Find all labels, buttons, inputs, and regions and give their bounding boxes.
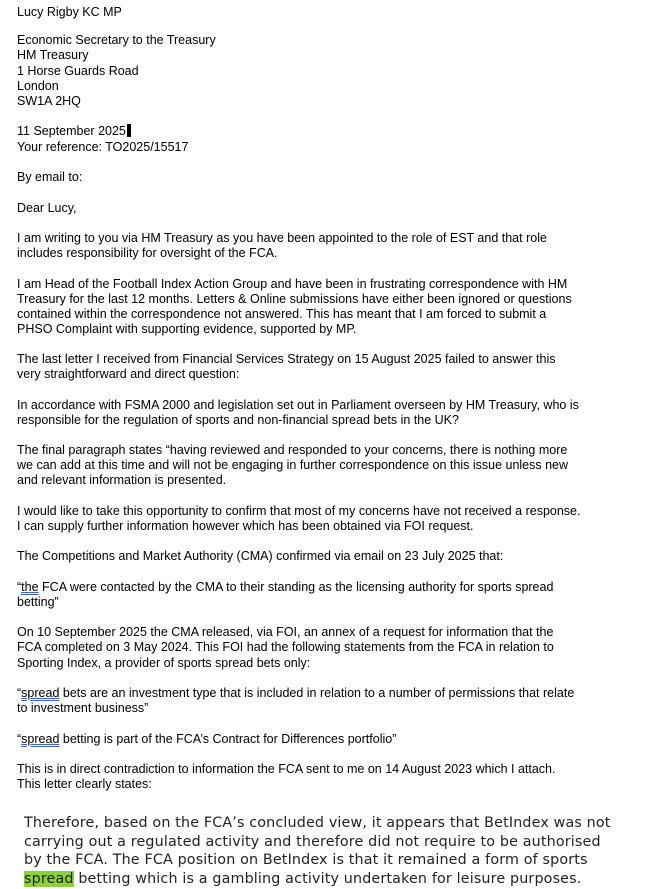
fca-quote-line: [17, 732, 396, 747]
para8-line: On 10 September 2025 the CMA released, via FOI, an annex of a request for information that the: [17, 625, 554, 639]
quote-open: “: [17, 686, 22, 700]
cma-quote-line: betting”: [17, 595, 59, 609]
highlighted-word: spread: [24, 870, 74, 887]
by-email: By email to:: [17, 170, 83, 184]
para1-line: I am writing to you via HM Treasury as you have been appointed to the role of EST and that role: [17, 231, 547, 245]
quote-rest: bets are an investment type that is included in relation to a number of permissions that relate: [59, 686, 575, 700]
para7-line: The Competitions and Market Authority (CMA) confirmed via email on 23 July 2025 that:: [17, 549, 504, 563]
para1-line: includes responsibility for oversight of the FCA.: [17, 246, 278, 260]
salutation: Dear Lucy,: [17, 201, 77, 215]
para9-line: This is in direct contradiction to information the FCA sent to me on 14 August 2023 which I attach.: [17, 762, 556, 776]
question-line: responsible for the regulation of sports and non-financial spread bets in the UK?: [17, 413, 459, 427]
para2-line: PHSO Complaint with supporting evidence, supported by MP.: [17, 322, 357, 336]
recipient-role: Economic Secretary to the Treasury: [17, 33, 216, 47]
para2-line: I am Head of the Football Index Action Group and have been in frustrating correspondence with HM: [17, 277, 568, 291]
quote-rest: FCA were contacted by the CMA to their standing as the licensing authority for sports spread: [38, 580, 554, 594]
para2-line: contained within the correspondence not answered. This has meant that I am forced to submit a: [17, 307, 547, 321]
recipient-street: 1 Horse Guards Road: [17, 64, 139, 78]
reference: Your reference: TO2025/15517: [17, 140, 189, 154]
spell-flag-word[interactable]: spread: [21, 732, 60, 746]
recipient-city: London: [17, 79, 59, 93]
para3-line: very straightforward and direct question:: [17, 367, 240, 381]
para5-line: and relevant information is presented.: [17, 473, 227, 487]
para6-line: I would like to take this opportunity to confirm that most of my concerns have not received a response.: [17, 504, 581, 518]
excerpt-line: by the FCA. The FCA position on BetIndex is that it remained a form of sports: [24, 852, 588, 868]
fca-letter-excerpt: [24, 814, 624, 888]
excerpt-line: carrying out a regulated activity and therefore did not require to be authorised: [24, 833, 601, 850]
para8-line: Sporting Index, a provider of sports spread bets only:: [17, 656, 311, 670]
spell-flag-word[interactable]: the: [21, 580, 39, 594]
para9-line: This letter clearly states:: [17, 777, 152, 791]
quote-open: “: [17, 580, 22, 594]
para5-line: The final paragraph states “having reviewed and responded to your concerns, there is nothing more: [17, 443, 568, 457]
para8-line: FCA completed on 3 May 2024. This FOI had the following statements from the FCA in relation to: [17, 640, 554, 654]
quote-rest: betting is part of the FCA’s Contract for Differences portfolio”: [59, 732, 397, 746]
recipient-org: HM Treasury: [17, 48, 89, 62]
question-line: In accordance with FSMA 2000 and legislation set out in Parliament overseen by HM Treasury, who is: [17, 398, 579, 412]
para6-line: I can supply further information however which has been obtained via FOI request.: [17, 519, 474, 533]
para5-line: we can add at this time and will not be engaging in further correspondence on this issue unless new: [17, 458, 569, 472]
excerpt-line: [24, 870, 624, 889]
fca-quote-line: to investment business”: [17, 701, 149, 715]
sender-name: Lucy Rigby KC MP: [17, 5, 122, 19]
quote-open: “: [17, 732, 22, 746]
para2-line: Treasury for the last 12 months. Letters & Online submissions have either been ignored or questions: [17, 292, 572, 306]
recipient-postcode: SW1A 2HQ: [17, 94, 81, 108]
letter-date[interactable]: [17, 124, 131, 139]
excerpt-rest: betting which is a gambling activity undertaken for leisure purposes.: [73, 870, 582, 887]
excerpt-line: Therefore, based on the FCA’s concluded view, it appears that BetIndex was not: [24, 815, 611, 831]
date-text: 11 September 2025: [17, 124, 126, 138]
fca-quote-line: [17, 686, 574, 701]
cma-quote-line: [17, 580, 553, 595]
text-cursor: [127, 124, 131, 137]
para3-line: The last letter I received from Financial Services Strategy on 15 August 2025 failed to answer this: [17, 352, 556, 366]
spell-flag-word[interactable]: spread: [21, 686, 60, 700]
